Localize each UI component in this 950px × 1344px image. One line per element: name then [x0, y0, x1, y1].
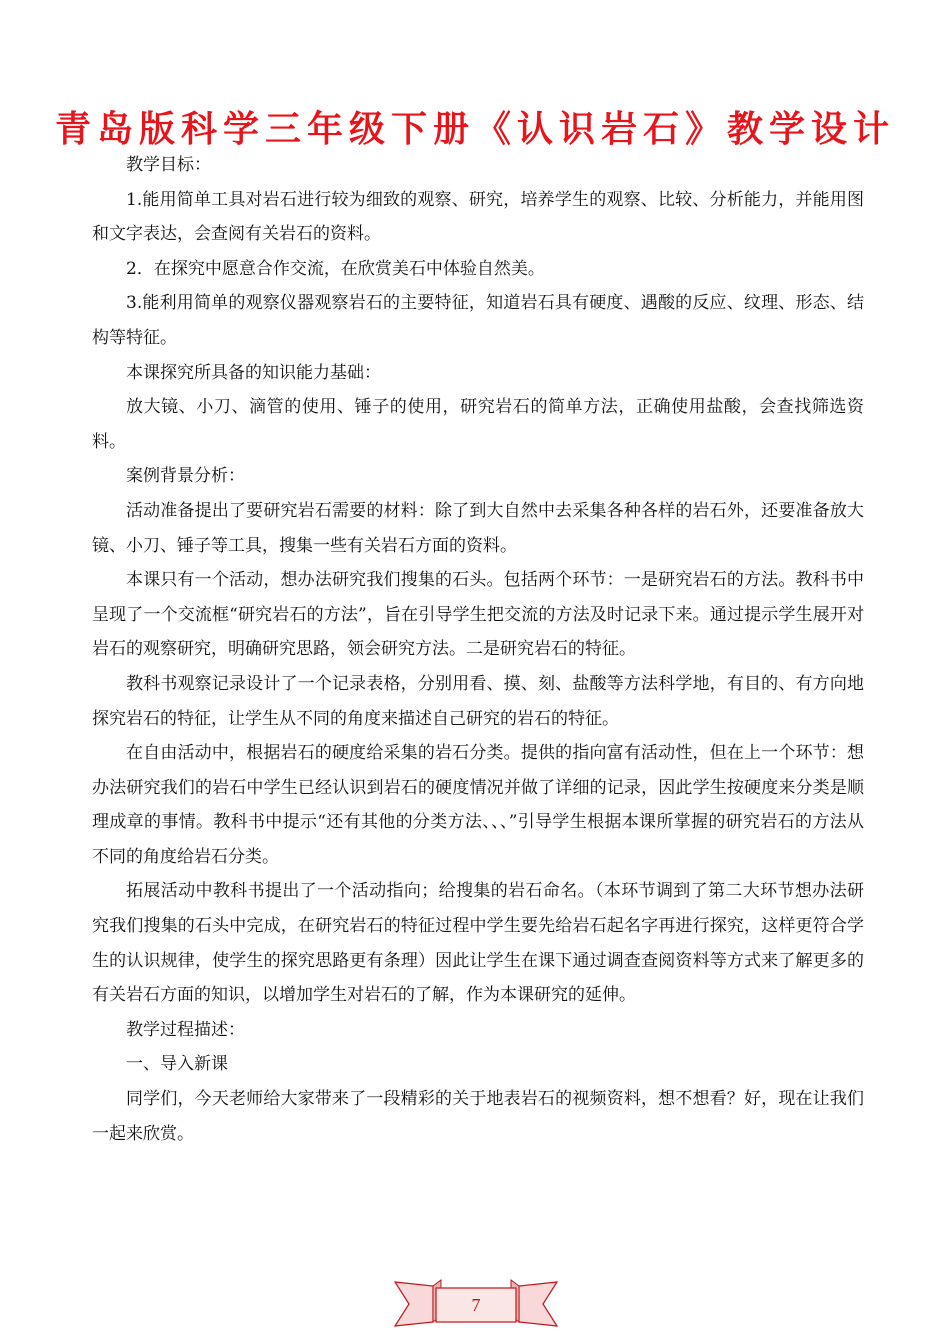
paragraph-heading-process: 教学过程描述： [126, 1019, 245, 1040]
paragraph-foundation: 放大镜、小刀、滴管的使用、锤子的使用，研究岩石的简单方法，正确使用盐酸，会查找筛选资料。 [92, 397, 864, 452]
document-body [92, 148, 864, 1151]
paragraph-intro: 同学们，今天老师给大家带来了一段精彩的关于地表岩石的视频资料，想不想看？好，现在让我们一起来欣赏。 [92, 1089, 864, 1144]
document-title: 青岛版科学三年级下册《认识岩石》教学设计 [54, 109, 895, 150]
paragraph-background-4: 在自由活动中，根据岩石的硬度给采集的岩石分类。提供的指向富有活动性，但在上一个环节：想办法研究我们的岩石中学生已经认识到岩石的硬度情况并做了详细的记录，因此学生按硬度来分类是顺理成章的事情。教科书中提示“还有其他的分类方法、、、”引导学生根据本课所掌握的研究岩石的方法从不同的角度给岩石分类。 [92, 743, 864, 867]
paragraph-goal-1: 1.能用简单工具对岩石进行较为细致的观察、研究，培养学生的观察、比较、分析能力，并能用图和文字表达，会查阅有关岩石的资料。 [92, 189, 864, 245]
paragraph-goal-2: 2．在探究中愿意合作交流，在欣赏美石中体验自然美。 [126, 258, 545, 279]
paragraph-section-1: 一、导入新课 [126, 1054, 228, 1075]
paragraph-background-5: 拓展活动中教科书提出了一个活动指向；给搜集的岩石命名。（本环节调到了第二大环节想办法研究我们搜集的石头中完成，在研究岩石的特征过程中学生要先给岩石起名字再进行探究，这样更符合学生的认识规律，使学生的探究思路更有条理）因此让学生在课下通过调查查阅资料等方式来了解更多的有关岩石方面的知识，以增加学生对岩石的了解，作为本课研究的延伸。 [92, 881, 864, 1006]
paragraph-heading-foundation: 本课探究所具备的知识能力基础： [126, 362, 381, 383]
page-number-ribbon [393, 1272, 559, 1334]
paragraph-background-3: 教科书观察记录设计了一个记录表格，分别用看、摸、刻、盐酸等方法科学地，有目的、有方向地探究岩石的特征，让学生从不同的角度来描述自己研究的岩石的特征。 [92, 673, 864, 729]
paragraph-background-1: 活动准备提出了要研究岩石需要的材料：除了到大自然中去采集各种各样的岩石外，还要准备放大镜、小刀、锤子等工具，搜集一些有关岩石方面的资料。 [92, 500, 864, 556]
paragraph-background-2: 本课只有一个活动，想办法研究我们搜集的石头。包括两个环节：一是研究岩石的方法。教科书中呈现了一个交流框“研究岩石的方法”，旨在引导学生把交流的方法及时记录下来。通过提示学生展开对岩石的观察研究，明确研究思路，领会研究方法。二是研究岩石的特征。 [92, 570, 864, 660]
paragraph-heading-goals: 教学目标： [126, 155, 211, 175]
paragraph-heading-background: 案例背景分析： [126, 466, 245, 487]
page-number: 7 [471, 1295, 481, 1315]
paragraph-goal-3: 3.能利用简单的观察仪器观察岩石的主要特征，知道岩石具有硬度、遇酸的反应、纹理、形态、结构等特征。 [92, 293, 864, 348]
